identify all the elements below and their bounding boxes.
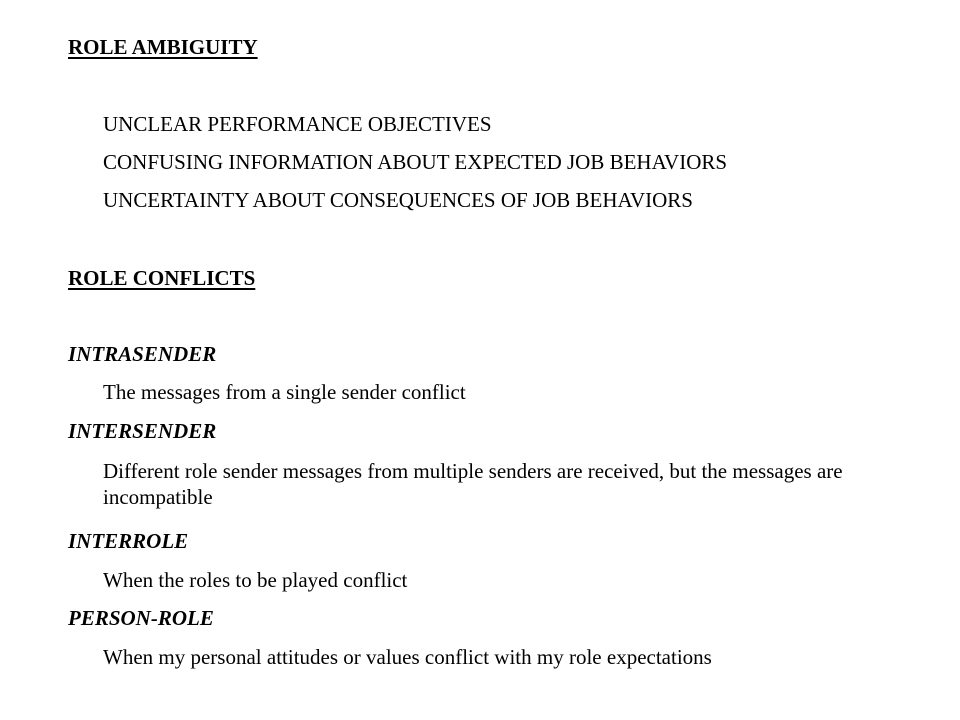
conflict-type-person-role: PERSON-ROLE	[68, 606, 214, 630]
role-ambiguity-heading: ROLE AMBIGUITY	[68, 35, 258, 59]
conflict-type-interrole: INTERROLE	[68, 529, 189, 553]
ambiguity-item: UNCLEAR PERFORMANCE OBJECTIVES	[103, 112, 492, 136]
conflict-description-interrole: When the roles to be played conflict	[103, 568, 408, 592]
conflict-description-intersender: Different role sender messages from multiple senders are received, but the messages are incompatible	[103, 459, 843, 509]
conflict-type-intrasender: INTRASENDER	[68, 342, 217, 366]
conflict-type-intersender: INTERSENDER	[68, 419, 217, 443]
ambiguity-item: UNCERTAINTY ABOUT CONSEQUENCES OF JOB BEHAVIORS	[103, 188, 693, 212]
role-conflicts-heading: ROLE CONFLICTS	[68, 266, 256, 290]
conflict-description-person-role: When my personal attitudes or values conflict with my role expectations	[103, 645, 712, 669]
ambiguity-item: CONFUSING INFORMATION ABOUT EXPECTED JOB BEHAVIORS	[103, 150, 728, 174]
conflict-description-intrasender: The messages from a single sender conflict	[103, 380, 466, 404]
